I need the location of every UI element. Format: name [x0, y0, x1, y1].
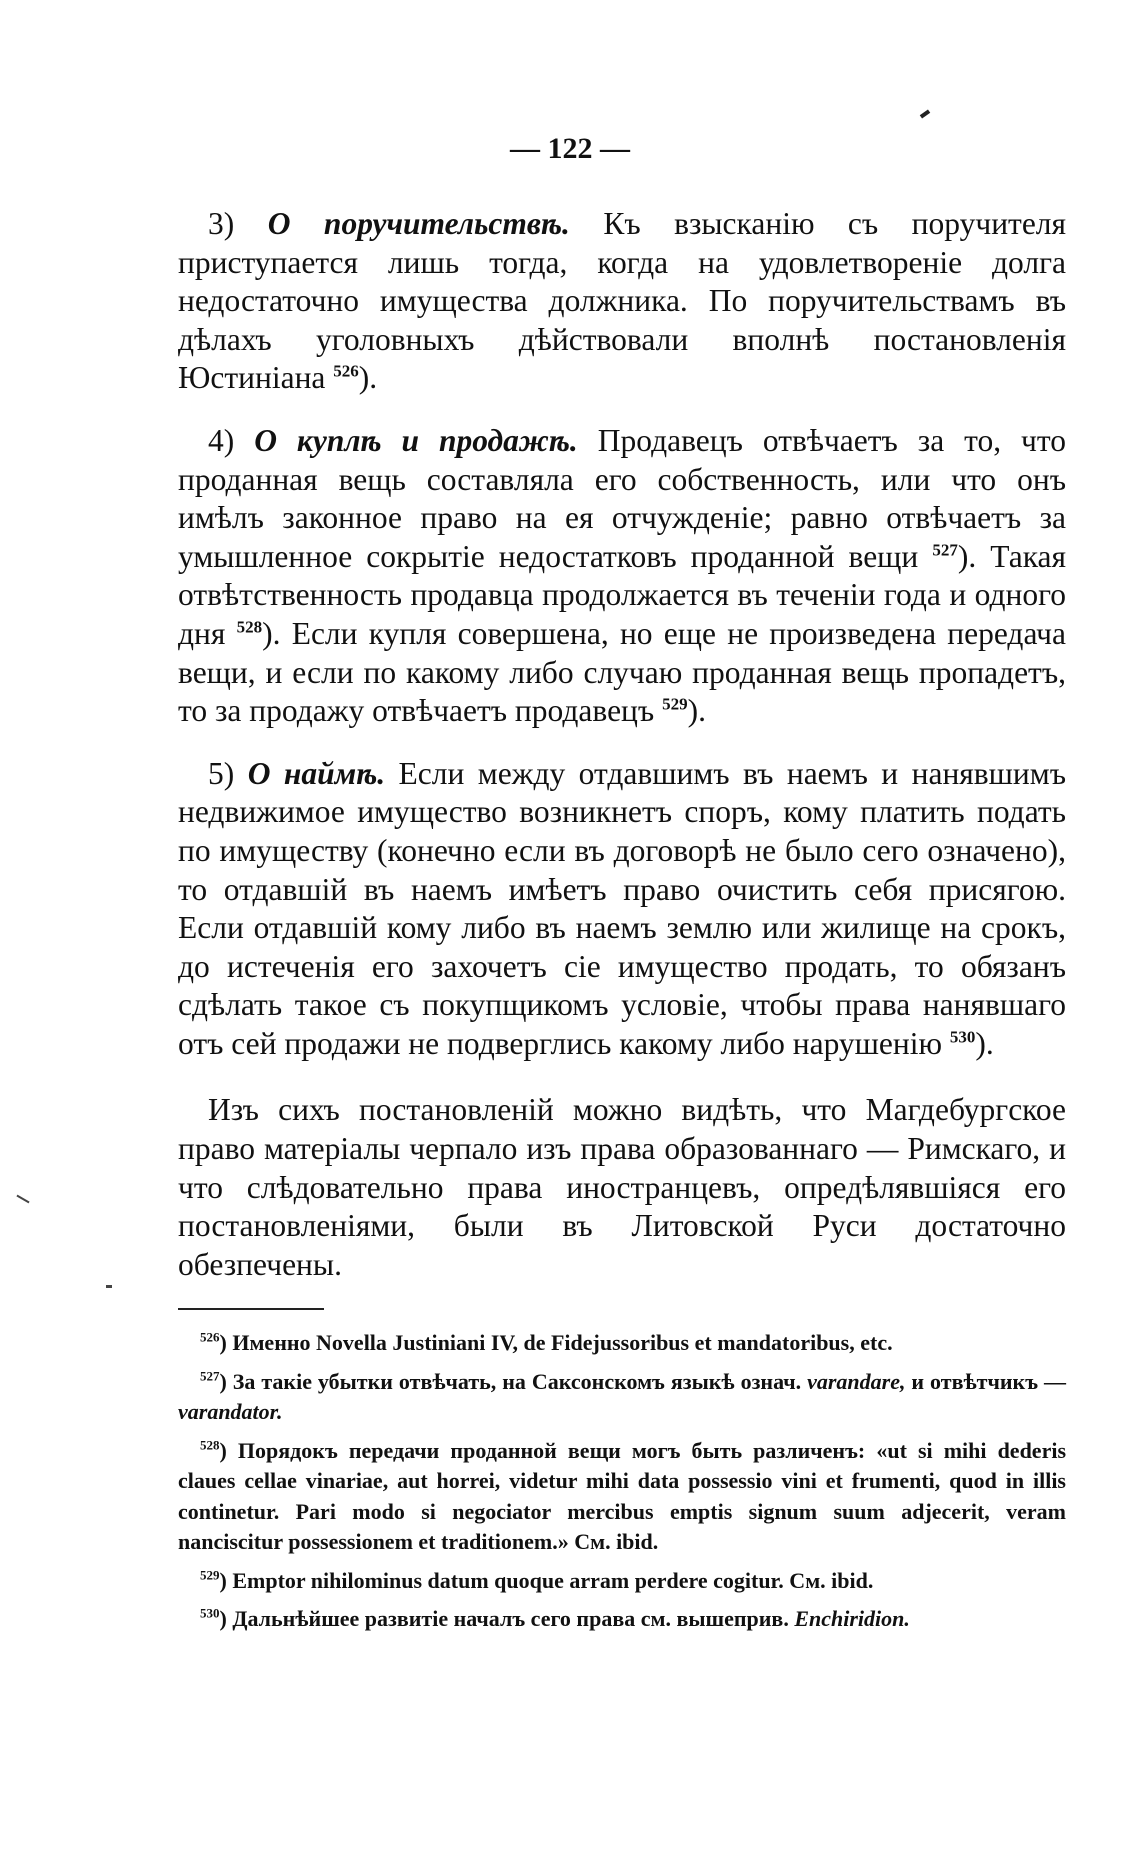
- footnote-text: и отвѣтчикъ —: [905, 1368, 1066, 1394]
- footnote-text: Порядокъ передачи проданной вещи могъ быть различенъ: «ut si mihi dederis claues cellae vinariae, aut horrei, videtur mihi data possessio vini et frumenti, quod in illis continetur. Pari modo si negociator mercibus emptis signum suum adjecerit, veram nanciscitur possessionem et traditionem.» См. ibid.: [178, 1437, 1067, 1554]
- section-number: 5): [208, 755, 235, 791]
- footnote-number: 529: [200, 1567, 220, 1583]
- paragraph-purchase-sale: [178, 422, 1066, 731]
- footnote-529: $^{529}$) Emptor nihilominus datum quoque arram perdere cogitur. См. ibid.: [200, 1567, 874, 1593]
- stray-ink-mark: [920, 109, 930, 118]
- footnote-526: $^{526}$) Именно Novella Justiniani IV, de Fidejussoribus et mandatoribus, etc.: [200, 1329, 893, 1355]
- section-number: 4): [208, 422, 235, 458]
- paragraph-lease: [178, 755, 1066, 1064]
- footnote-reference: 527: [932, 540, 958, 560]
- footnote-reference: 526: [333, 361, 359, 381]
- page-number: — 122 —: [510, 132, 630, 165]
- body-text: Продавецъ отвѣчаетъ за то, что проданная вещь составляла его собственность, или что онъ имѣлъ законное право на ея отчужденіе; равно отвѣчаетъ за умышленное сокрытіе недостатковъ проданной вещи: [178, 422, 1066, 574]
- footnotes: [178, 1328, 1066, 1643]
- section-topic: О куплѣ и продажѣ.: [254, 422, 578, 458]
- footnote-divider: [178, 1308, 324, 1310]
- footnote-527: $^{527}$) За такіе убытки отвѣчать, на Саксонскомъ языкѣ означ. varandare, и отвѣтчикъ — varandator.: [178, 1368, 1066, 1424]
- main-text: [178, 205, 1066, 1284]
- footnote-number: 530: [200, 1605, 220, 1621]
- footnote-reference: 529: [662, 694, 688, 714]
- footnote-number: 527: [200, 1368, 220, 1384]
- stray-ink-mark: [16, 1195, 29, 1204]
- stray-ink-mark: [106, 1285, 112, 1288]
- footnote-528: $^{528}$) Порядокъ передачи проданной вещи могъ быть различенъ: «ut si mihi dederis claues cellae vinariae, aut horrei, videtur mihi data possessio vini et frumenti, quod in illis continetur. Pari modo si negociator mercibus emptis signum suum adjecerit, veram nanciscitur possessionem et traditionem.» См. ibid.: [178, 1437, 1067, 1554]
- body-text: ). Если купля совершена, но еще не произведена передача вещи, и если по какому либо случаю проданная вещь пропадетъ, то за продажу отвѣчаетъ продавецъ: [178, 615, 1067, 729]
- footnote-text: Дальнѣйшее развитіе началъ сего права см. вышеприв.: [232, 1606, 795, 1631]
- section-number: 3): [208, 206, 235, 241]
- footnote-reference: 530: [949, 1027, 976, 1047]
- footnote-number: 526: [200, 1329, 220, 1345]
- footnote-italic-term: Enchiridion.: [794, 1606, 910, 1631]
- footnote-530: $^{530}$) Дальнѣйшее развитіе началъ сего права см. вышеприв. Enchiridion.: [200, 1605, 910, 1631]
- footnote-text: Именно Novella Justiniani IV, de Fidejussoribus et mandatoribus, etc.: [232, 1330, 893, 1355]
- paragraph-surety: [178, 205, 1066, 398]
- body-text: ). Такая отвѣтственность продавца продолжается въ теченіи года и одного дня: [178, 538, 1066, 651]
- body-text: Изъ сихъ постановленій можно видѣть, что Магдебургское право матеріалы черпало изъ права образованнаго — Римскаго, и что слѣдовательно права иностранцевъ, опредѣлявшіяся его постановленіями, были въ Литовской Руси достаточно обезпечены.: [178, 1092, 1066, 1282]
- body-text: Къ взысканію съ поручителя приступается лишь тогда, когда на удовлетвореніе долга недостаточно имущества должника. По поручительствамъ въ дѣлахъ уголовныхъ дѣйствовали вполнѣ постановленія Юстиніана: [178, 206, 1067, 396]
- footnote-reference: 528: [236, 617, 263, 637]
- footnote-italic-term: varandare,: [807, 1368, 906, 1394]
- section-topic: О наймѣ.: [247, 755, 386, 791]
- body-text: ).: [687, 693, 706, 729]
- footnote-text: За такіе убытки отвѣчать, на Саксонскомъ языкѣ означ.: [232, 1368, 808, 1394]
- footnote-number: 528: [200, 1437, 220, 1453]
- body-text: Если между отдавшимъ въ наемъ и нанявшимъ недвижимое имущество возникнетъ споръ, кому платить подать по имуществу (конечно если въ договорѣ не было сего означено), то отдавшій въ наемъ имѣетъ право очистить себя присягою. Если отдавшій кому либо въ наемъ землю или жилище на срокъ, до истеченія его захочетъ сіе имущество продать, то обязанъ сдѣлать такое съ покупщикомъ условіе, чтобы права нанявшаго отъ сей продажи не подверглись какому либо нарушенію: [178, 755, 1066, 1061]
- paragraph-conclusion: [178, 1091, 1066, 1284]
- footnote-italic-term: varandator.: [178, 1399, 283, 1424]
- body-text: ).: [358, 360, 378, 396]
- body-text: ).: [975, 1025, 994, 1061]
- footnote-text: Emptor nihilominus datum quoque arram perdere cogitur. См. ibid.: [232, 1567, 874, 1593]
- section-topic: О поручительствѣ.: [267, 206, 570, 241]
